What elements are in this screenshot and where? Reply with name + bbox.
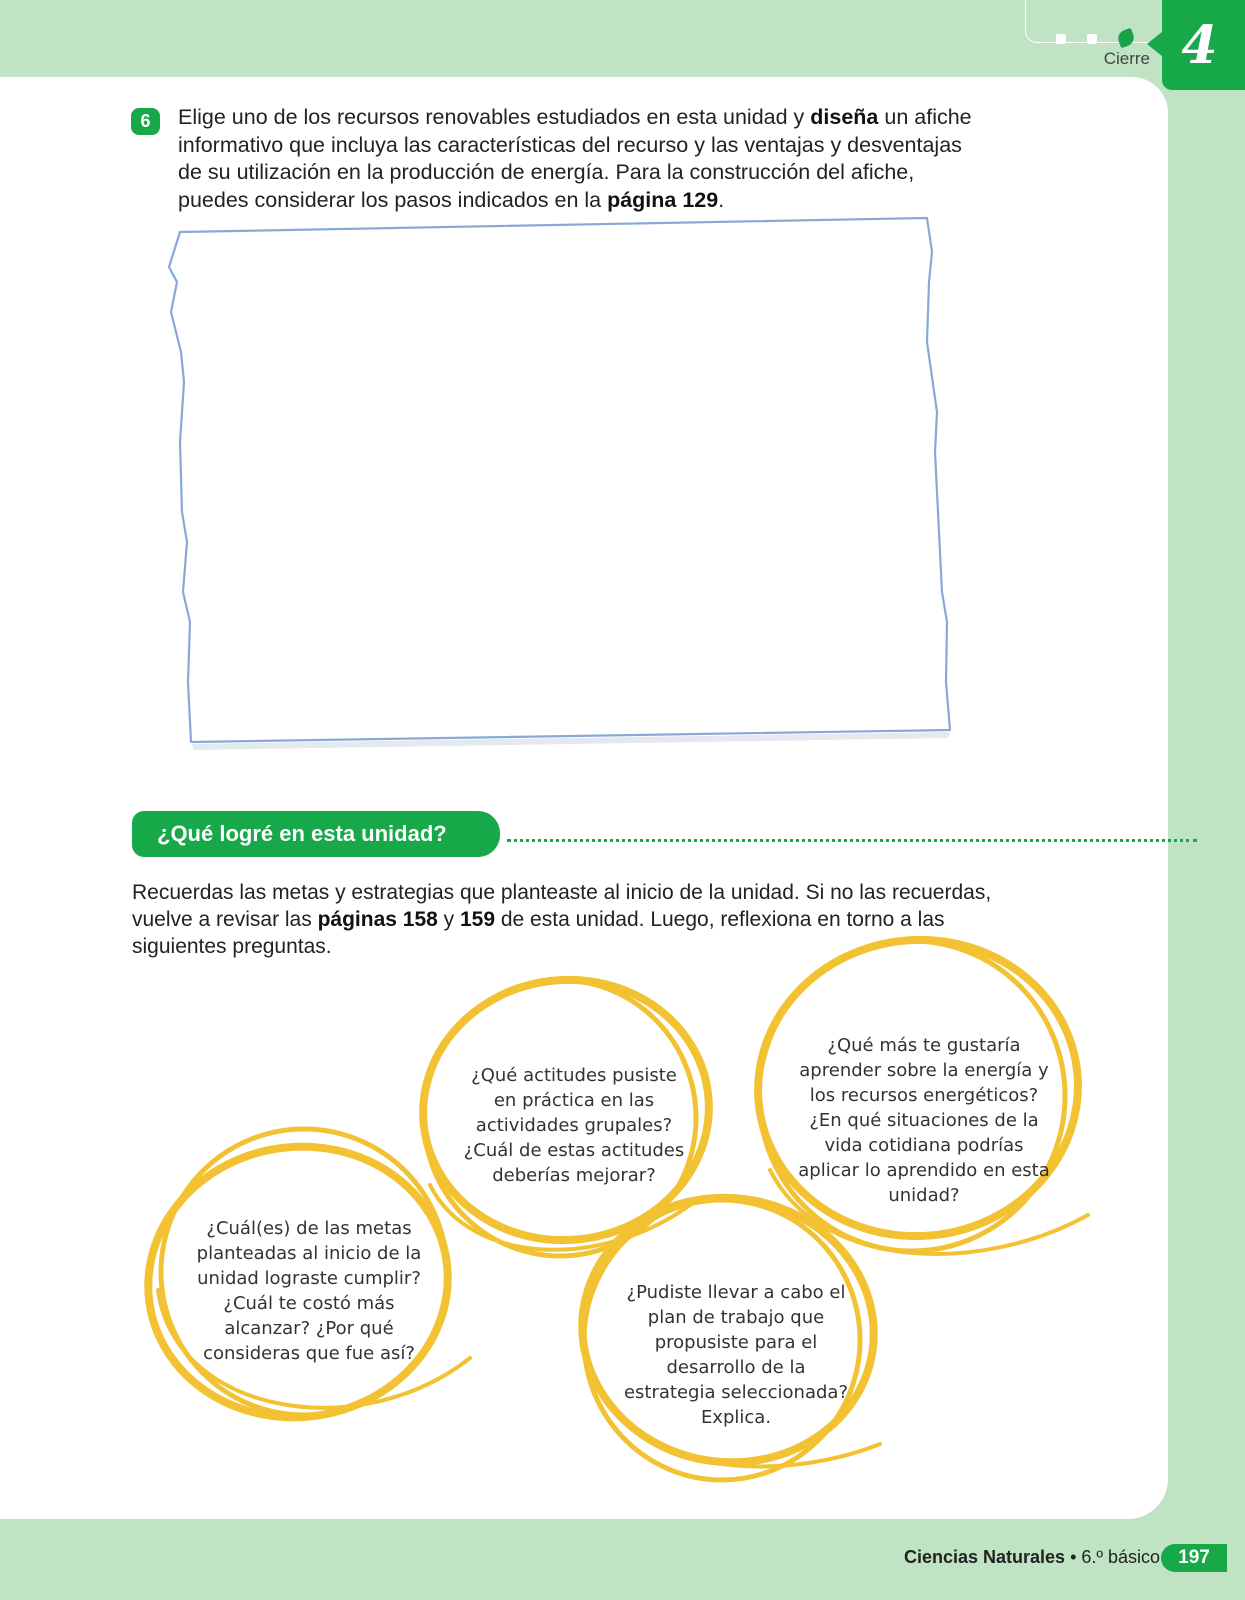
intro-text-part: y	[437, 908, 460, 931]
footer-subject-line	[880, 1547, 1160, 1568]
intro-page-reference: 159	[459, 908, 496, 931]
question-work-plan: ¿Pudiste llevar a cabo el plan de trabajo que propusiste para el desarrollo de la estrategia seleccionada? Explica.	[623, 1282, 849, 1428]
footer-separator: •	[1065, 1547, 1082, 1567]
intro-page-reference: páginas 158	[317, 908, 438, 931]
activity-page-reference: página 129	[607, 187, 719, 212]
question-goals: ¿Cuál(es) de las metas planteadas al inicio de la unidad lograste cumplir? ¿Cuál te costó más alcanzar? ¿Por qué consideras que fue así?	[196, 1218, 422, 1364]
intro-text-part: de esta unidad. Luego, reflexiona en torno a las siguientes preguntas.	[132, 908, 945, 958]
footer-grade: 6.º básico	[1081, 1547, 1160, 1567]
section-label: Cierre	[1103, 49, 1150, 68]
activity-text-part: .	[718, 187, 725, 212]
activity-text-emphasis: diseña	[810, 105, 879, 129]
question-attitudes: ¿Qué actitudes pusiste en práctica en las actividades grupales? ¿Cuál de estas actitudes deberías mejorar?	[463, 1065, 685, 1186]
question-further-learning: ¿Qué más te gustaría aprender sobre la energía y los recursos energéticos? ¿En qué situaciones de la vida cotidiana podrías aplicar lo aprendido en esta unidad?	[798, 1035, 1050, 1206]
footer-subject: Ciencias Naturales	[903, 1547, 1066, 1567]
intro-text-part: Recuerdas las metas y estrategias que planteaste al inicio de la unidad. Si no las recuerdas, vuelve a revisar las	[132, 881, 992, 931]
page-number: 197	[1161, 1544, 1227, 1572]
activity-text-part: Elige uno de los recursos renovables estudiados en esta unidad y	[178, 105, 811, 129]
unit-number: 4	[1181, 15, 1218, 76]
achievements-heading: ¿Qué logré en esta unidad?	[132, 811, 500, 857]
activity-number-badge: 6	[131, 108, 160, 135]
activity-text-part: un afiche informativo que incluya las características del recurso y las ventajas y desventajas de su utilización en la producción de energía. Para la construcción del afiche, puedes considerar los pasos indicados en la	[178, 105, 972, 212]
